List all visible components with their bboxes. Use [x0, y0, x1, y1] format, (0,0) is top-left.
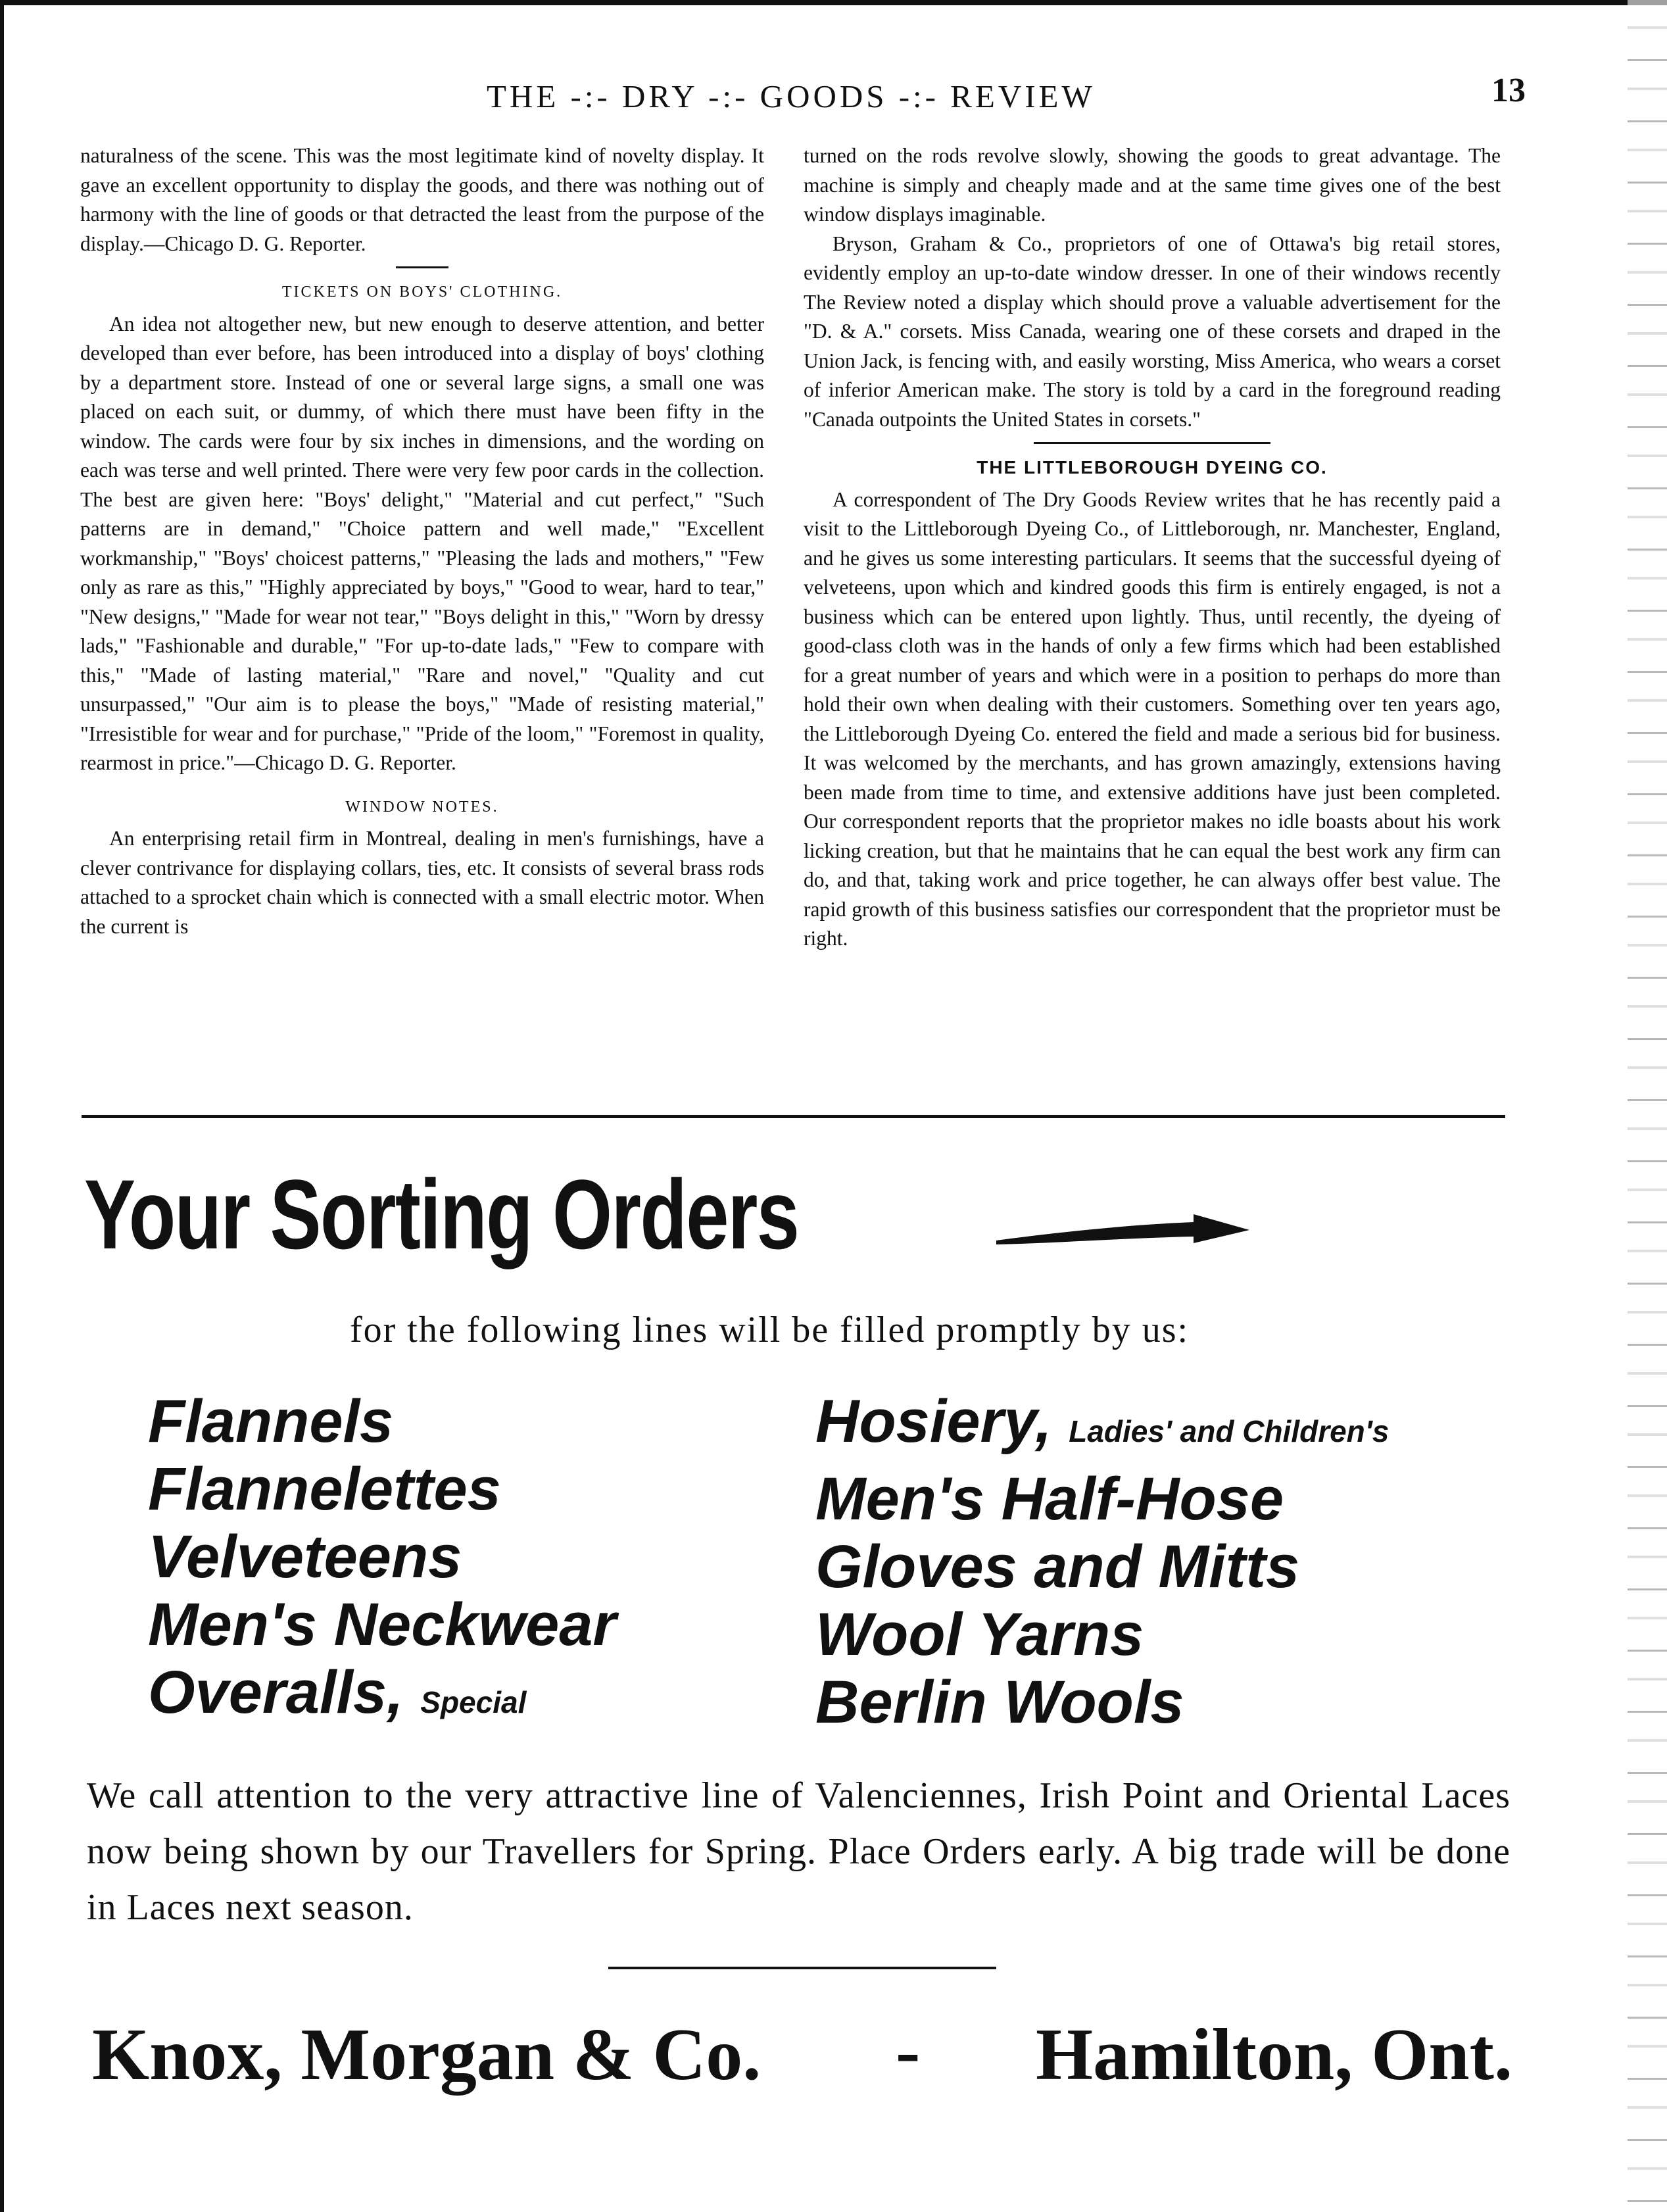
product-name: Flannels [148, 1388, 394, 1455]
running-title: THE -:- DRY -:- GOODS -:- REVIEW [487, 78, 1096, 114]
footer-rule [608, 1967, 996, 1969]
product-line [148, 1591, 616, 1659]
product-line [148, 1523, 616, 1591]
ad-subtitle: for the following lines will be filled promptly by us: [350, 1310, 1190, 1350]
left-paragraph-3: An enterprising retail firm in Montreal, dealing in men's furnishings, have a clever contrivance for displaying collars, ties, etc. It consists of several brass rods attached to a sprocket chain which is connected with a small electric motor. When the current is [80, 827, 764, 938]
ad-divider-rule [82, 1115, 1505, 1118]
section-heading-littleborough: THE LITTLEBOROUGH DYEING CO. [977, 457, 1328, 478]
section-rule [396, 266, 448, 268]
section-heading-window-notes: WINDOW NOTES. [345, 798, 499, 816]
scan-edge-right [1628, 0, 1667, 2212]
right-column [804, 141, 1501, 954]
ad-body-text: We call attention to the very attractive line of Valenciennes, Irish Point and Oriental Laces now being shown by our Travellers for Spring. Place Orders early. A big trade will be done in Laces next season. [87, 1775, 1510, 1928]
signoff-dash: - [896, 2010, 921, 2092]
arrow-swoosh-icon [996, 1210, 1249, 1250]
product-line [815, 1601, 1389, 1669]
right-paragraph-3: A correspondent of The Dry Goods Review writes that he has recently paid a visit to the Littleborough Dyeing Co., of Littleborough, nr. Manchester, England, and he gives us some interesting particulars. It seems that the successful dyeing of velveteens, upon which and kindred goods this firm is entirely engaged, is not a business which can be entered upon lightly. Thus, until recently, the dyeing of good-class cloth was in the hands of only a few firms which had been established for a great number of years and which were in a position to perhaps do more than hold their own when dealing with their customers. Something over ten years ago, the Littleborough Dyeing Co. entered the field and made a serious bid for business. It was welcomed by the merchants, and has grown amazingly, extensions having been made from time to time, and extensive additions have just been completed. Our correspondent reports that the proprietor makes no idle boasts about his work licking creation, but that he maintains that he can equal the best work any firm can do, and that, taking work and price together, he can always offer best value. The rapid growth of this business satisfies our correspondent that the proprietor must be right. [804, 487, 1501, 950]
right-paragraph-1: turned on the rods revolve slowly, showing the goods to great advantage. The machine is simply and cheaply made and at the same time gives one of the best window displays imaginable. [804, 144, 1501, 226]
product-name: Hosiery, [815, 1388, 1052, 1455]
product-line [815, 1465, 1389, 1533]
scan-edge-top [0, 0, 1667, 5]
section-heading-tickets: TICKETS ON BOYS' CLOTHING. [281, 283, 563, 301]
left-paragraph-2: An idea not altogether new, but new enough to deserve attention, and better developed than ever before, has been introduced into a display of boys' clothing by a department store. Instead of one or several large signs, a small one was placed on each suit, or dummy, of which there must have been fifty in the window. The cards were four by six inches in dimensions, and the wording on each was terse and well printed. There were very few poor cards in the collection. The best are given here: "Boys' delight," "Material and cut perfect," "Such patterns are in demand," "Choice pattern and well made," "Excellent workmanship," "Boys' choicest patterns," "Pleasing the lads and mothers," "Few only as rare as this," "Highly appreciated by boys," "Good to wear, hard to tear," "New designs," "Made for wear not tear," "Boys delight in this," "Worn by dressy lads," "Fashionable and durable," "For up-to-date lads," "Few to compare with this," "Made of lasting material," "Rare and novel," "Quality and cut unsurpassed," "Our aim is to please the boys," "Made of resisting material," "Irresistible for wear and for purchase," "Pride of the loom," "Foremost in quality, rearmost in price."—Chicago D. G. Reporter. [80, 312, 764, 774]
scan-edge-left [0, 0, 4, 2212]
left-paragraph-1: naturalness of the scene. This was the most legitimate kind of novelty display. It gave an excellent opportunity to display the goods, and there was nothing out of harmony with the line of goods or that detracted the least from the purpose of the display.—Chicago D. G. Reporter. [80, 144, 764, 255]
product-name: Gloves and Mitts [815, 1533, 1300, 1600]
product-line [815, 1388, 1389, 1465]
product-name: Flannelettes [148, 1456, 501, 1523]
page-header [79, 71, 1526, 124]
product-line [148, 1388, 616, 1456]
ad-title: Your Sorting Orders [84, 1159, 799, 1269]
product-lines-left [148, 1388, 616, 1736]
product-line [815, 1533, 1389, 1601]
product-note: Special [420, 1685, 527, 1719]
left-column [80, 141, 764, 941]
product-line [815, 1669, 1389, 1736]
product-name: Overalls, [148, 1659, 404, 1726]
product-name: Wool Yarns [815, 1601, 1144, 1668]
product-line [148, 1659, 616, 1736]
product-note: Ladies' and Children's [1069, 1414, 1389, 1448]
company-location: Hamilton, Ont. [1036, 2014, 1512, 2096]
company-name: Knox, Morgan & Co. [92, 2014, 761, 2096]
page-number: 13 [1491, 72, 1526, 109]
product-lines-right [815, 1388, 1389, 1736]
product-name: Men's Neckwear [148, 1591, 617, 1658]
right-paragraph-2: Bryson, Graham & Co., proprietors of one of Ottawa's big retail stores, evidently employ an up-to-date window dresser. In one of their windows recently The Review noted a display which should prove a valuable advertisement for the "D. & A." corsets. Miss Canada, wearing one of these corsets and draped in the Union Jack, is fencing with, and easily worsting, Miss America, who wears a corset of inferior American make. The story is told by a card in the foreground reading "Canada outpoints the United States in corsets." [804, 232, 1501, 431]
product-line [148, 1456, 616, 1523]
product-name: Men's Half-Hose [815, 1465, 1284, 1533]
product-name: Berlin Wools [815, 1669, 1184, 1736]
section-rule [1034, 442, 1270, 444]
product-name: Velveteens [148, 1523, 462, 1590]
